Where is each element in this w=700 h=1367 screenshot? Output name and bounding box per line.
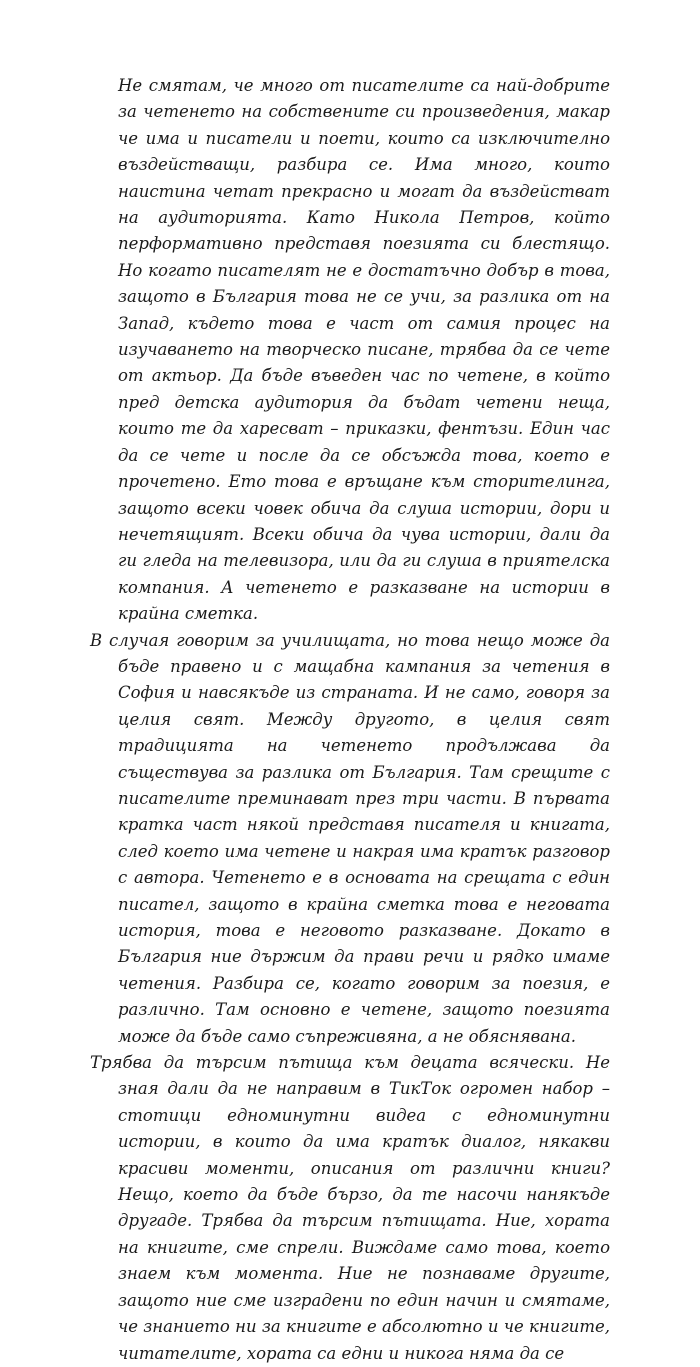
body-text [90,73,610,1367]
paragraph-1: Не смятам, че много от писателите са най-добрите за четенето на собствените си произведения, макар че има и писатели и поети, които са изключително въздействащи, разбира се. Има много, които наистина четат прекрасно и могат да въздействат на аудиторията. Като Никола Петров, който перформативно представя поезията си блестящо. Но когато писателят не е достатъчно добър в това, защото в България това не се учи, за разлика от на Запад, където това е част от самия процес на изучаването на творческо писане, трябва да се чете от актьор. Да бъде въведен час по четене, в който пред детска аудитория да бъдат четени неща, които те да харесват – приказки, фентъзи. Един час да се чете и после да се обсъжда това, което е прочетено. Ето това е връщане към сторителинга, защото всеки човек обича да слуша истории, дори и нечетящият. Всеки обича да чува истории, дали да ги гледа на телевизора, или да ги слуша в приятелска компания. А четенето е разказване на истории в крайна сметка. [118,76,610,624]
paragraph-2: В случая говорим за училищата, но това нещо може да бъде правено и с мащабна кампания за четения в София и навсякъде из страната. И не само, говоря за целия свят. Между другото, в целия свят традицията на четенето продължава да съществува за разлика от България. Там срещите с писателите преминават през три части. В първата кратка част някой представя писателя и книгата, след което има четене и накрая има кратък разговор с автора. Четенето е в основата на срещата с един писател, защото в крайна сметка това е неговата история, това е неговото разказване. Докато в България ние държим да прави речи и рядко имаме четения. Разбира се, когато говорим за поезия, е различно. Там основно е четене, защото поезията може да бъде само съпреживяна, а не обяснявана. [90,630,610,1046]
paragraph-3: Трябва да търсим пътища към децата всячески. Не зная дали да не направим в ТикТок огромен набор – стотици едноминутни видеа с едноминутни истории, в които да има кратък диалог, някакви красиви моменти, описания от различни книги? Нещо, което да бъде бързо, да те насочи нанякъде другаде. Трябва да търсим пътищата. Ние, хората на книгите, сме спрели. Виждаме само това, което знаем към момента. Ние не познаваме другите, защото ние сме изградени по един начин и смятаме, че знанието ни за книгите е абсолютно и че книгите, читателите, хората са едни и никога няма да се [90,1053,610,1363]
